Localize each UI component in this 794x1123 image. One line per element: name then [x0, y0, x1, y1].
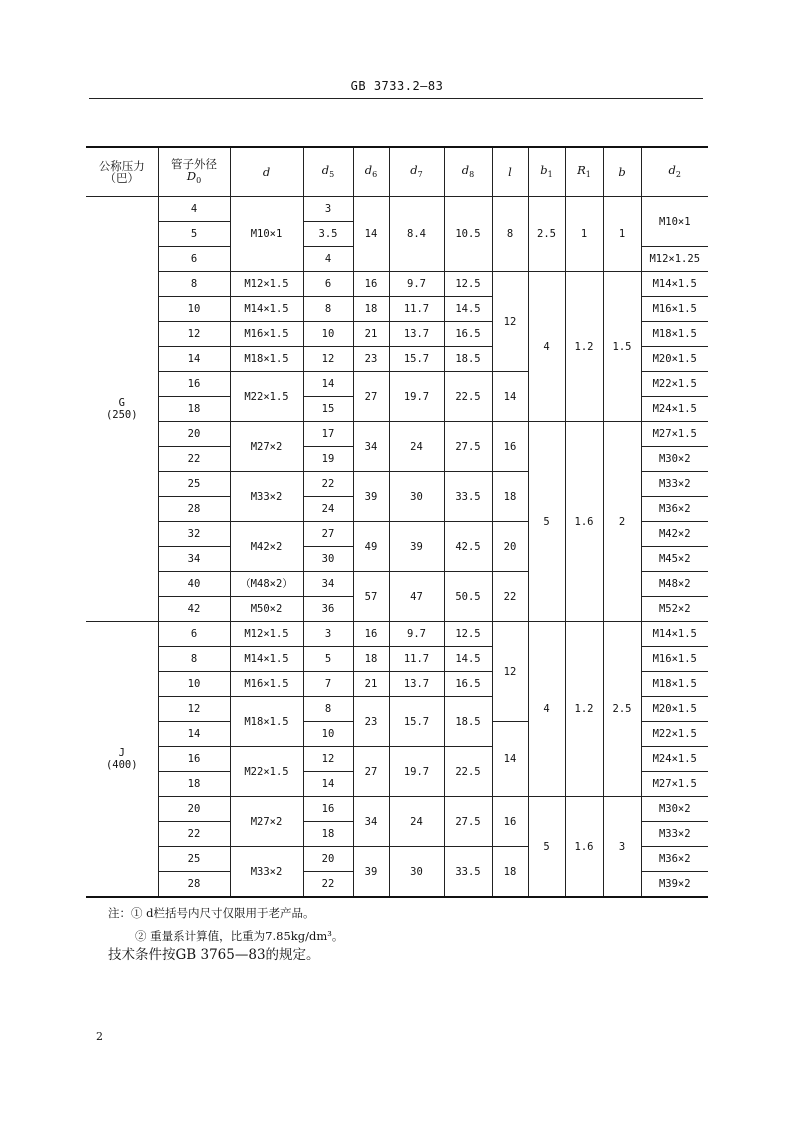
table-row [86, 797, 708, 822]
cell-d5: 34 [303, 572, 353, 597]
cell-d2: M14×1.5 [641, 622, 708, 647]
notes [108, 902, 343, 948]
cell-d2: M33×2 [641, 472, 708, 497]
cell-D0: 18 [158, 397, 230, 422]
cell-D0: 22 [158, 447, 230, 472]
cell-d6: 27 [353, 747, 389, 797]
cell-d6: 21 [353, 672, 389, 697]
cell-d: M18×1.5 [230, 697, 303, 747]
cell-d7: 47 [389, 572, 444, 622]
cell-D0: 22 [158, 822, 230, 847]
cell-b1: 4 [528, 272, 565, 422]
cell-d2: M18×1.5 [641, 672, 708, 697]
cell-d2: M33×2 [641, 822, 708, 847]
cell-d5: 7 [303, 672, 353, 697]
cell-D0: 10 [158, 672, 230, 697]
cell-d2: M20×1.5 [641, 347, 708, 372]
cell-D0: 40 [158, 572, 230, 597]
group-g-label: G (250) [86, 197, 158, 622]
cell-l: 18 [492, 847, 528, 898]
cell-l: 12 [492, 622, 528, 722]
cell-d: M18×1.5 [230, 347, 303, 372]
cell-b1: 5 [528, 422, 565, 622]
technical-conditions: 技术条件按GB 3765—83的规定。 [108, 947, 320, 963]
cell-d2: M48×2 [641, 572, 708, 597]
cell-l: 14 [492, 722, 528, 797]
cell-d8: 22.5 [444, 747, 492, 797]
cell-d5: 15 [303, 397, 353, 422]
header-rule [89, 98, 703, 99]
cell-d8: 42.5 [444, 522, 492, 572]
cell-d6: 16 [353, 622, 389, 647]
cell-d2: M14×1.5 [641, 272, 708, 297]
cell-l: 16 [492, 422, 528, 472]
cell-d5: 3 [303, 197, 353, 222]
cell-D0: 8 [158, 647, 230, 672]
cell-d6: 49 [353, 522, 389, 572]
cell-d5: 3.5 [303, 222, 353, 247]
header-d6: $d_6$ [353, 147, 389, 197]
cell-l: 16 [492, 797, 528, 847]
cell-d5: 8 [303, 297, 353, 322]
cell-d5: 20 [303, 847, 353, 872]
cell-d6: 39 [353, 847, 389, 898]
cell-D0: 10 [158, 297, 230, 322]
cell-b: 1 [603, 197, 641, 272]
cell-D0: 12 [158, 322, 230, 347]
cell-d6: 18 [353, 297, 389, 322]
cell-D0: 20 [158, 797, 230, 822]
cell-d2: M27×1.5 [641, 772, 708, 797]
cell-d8: 10.5 [444, 197, 492, 272]
cell-D0: 34 [158, 547, 230, 572]
table-row [86, 197, 708, 222]
cell-d2: M39×2 [641, 872, 708, 898]
cell-d: M12×1.5 [230, 622, 303, 647]
cell-d2: M30×2 [641, 797, 708, 822]
cell-d: M33×2 [230, 472, 303, 522]
cell-d5: 18 [303, 822, 353, 847]
cell-b: 2 [603, 422, 641, 622]
cell-D0: 5 [158, 222, 230, 247]
cell-D0: 6 [158, 247, 230, 272]
header-row [86, 147, 708, 197]
cell-l: 8 [492, 197, 528, 272]
cell-d8: 50.5 [444, 572, 492, 622]
cell-d7: 13.7 [389, 322, 444, 347]
cell-d2: M27×1.5 [641, 422, 708, 447]
cell-l: 12 [492, 272, 528, 372]
cell-d5: 22 [303, 872, 353, 898]
cell-d2: M42×2 [641, 522, 708, 547]
cell-d2: M45×2 [641, 547, 708, 572]
cell-d2: M16×1.5 [641, 297, 708, 322]
cell-d6: 21 [353, 322, 389, 347]
cell-d2: M22×1.5 [641, 372, 708, 397]
cell-d: M22×1.5 [230, 747, 303, 797]
cell-d5: 10 [303, 322, 353, 347]
cell-d: M16×1.5 [230, 672, 303, 697]
cell-l: 18 [492, 472, 528, 522]
cell-d5: 27 [303, 522, 353, 547]
cell-d5: 4 [303, 247, 353, 272]
cell-d6: 23 [353, 697, 389, 747]
cell-D0: 20 [158, 422, 230, 447]
cell-d6: 27 [353, 372, 389, 422]
cell-D0: 28 [158, 872, 230, 898]
cell-l: 20 [492, 522, 528, 572]
header-pressure: 公称压力 （巴） [86, 147, 158, 197]
cell-R1: 1.2 [565, 622, 603, 797]
cell-D0: 16 [158, 747, 230, 772]
cell-d7: 9.7 [389, 272, 444, 297]
cell-b1: 5 [528, 797, 565, 898]
cell-d8: 14.5 [444, 647, 492, 672]
cell-d8: 27.5 [444, 422, 492, 472]
note-1: 注：① d栏括号内尺寸仅限用于老产品。 [108, 906, 315, 920]
dimension-table [86, 146, 708, 898]
cell-d7: 39 [389, 522, 444, 572]
cell-d6: 34 [353, 422, 389, 472]
cell-D0: 12 [158, 697, 230, 722]
cell-D0: 25 [158, 472, 230, 497]
cell-d7: 30 [389, 847, 444, 898]
cell-d2: M12×1.25 [641, 247, 708, 272]
cell-d5: 22 [303, 472, 353, 497]
cell-d6: 18 [353, 647, 389, 672]
header-outer-diameter: 管子外径 $D_0$ [158, 147, 230, 197]
cell-R1: 1.2 [565, 272, 603, 422]
cell-l: 14 [492, 372, 528, 422]
cell-d7: 15.7 [389, 697, 444, 747]
cell-l: 22 [492, 572, 528, 622]
cell-d2: M22×1.5 [641, 722, 708, 747]
cell-d8: 18.5 [444, 347, 492, 372]
cell-D0: 8 [158, 272, 230, 297]
cell-d: M50×2 [230, 597, 303, 622]
cell-d6: 23 [353, 347, 389, 372]
cell-d: M16×1.5 [230, 322, 303, 347]
cell-d: M33×2 [230, 847, 303, 898]
cell-D0: 42 [158, 597, 230, 622]
cell-d2: M30×2 [641, 447, 708, 472]
cell-d7: 19.7 [389, 747, 444, 797]
header-d: d [230, 147, 303, 197]
header-l: l [492, 147, 528, 197]
document-header: GB 3733.2—83 [350, 79, 444, 93]
cell-d: M42×2 [230, 522, 303, 572]
cell-b1: 2.5 [528, 197, 565, 272]
header-b: b [603, 147, 641, 197]
cell-d: （M48×2） [230, 572, 303, 597]
cell-d6: 16 [353, 272, 389, 297]
cell-d7: 19.7 [389, 372, 444, 422]
cell-d2: M10×1 [641, 197, 708, 247]
cell-d7: 24 [389, 422, 444, 472]
cell-d8: 14.5 [444, 297, 492, 322]
cell-d: M12×1.5 [230, 272, 303, 297]
cell-d7: 24 [389, 797, 444, 847]
cell-d2: M24×1.5 [641, 747, 708, 772]
cell-d5: 14 [303, 772, 353, 797]
cell-d5: 14 [303, 372, 353, 397]
cell-d5: 6 [303, 272, 353, 297]
cell-d8: 22.5 [444, 372, 492, 422]
cell-b: 1.5 [603, 272, 641, 422]
cell-d: M14×1.5 [230, 297, 303, 322]
group-j-label: J (400) [86, 622, 158, 898]
cell-d8: 16.5 [444, 672, 492, 697]
cell-d2: M18×1.5 [641, 322, 708, 347]
cell-d2: M36×2 [641, 497, 708, 522]
cell-d5: 3 [303, 622, 353, 647]
cell-d8: 12.5 [444, 622, 492, 647]
cell-d: M22×1.5 [230, 372, 303, 422]
cell-d: M14×1.5 [230, 647, 303, 672]
table-row [86, 272, 708, 297]
cell-d2: M16×1.5 [641, 647, 708, 672]
table-row [86, 422, 708, 447]
cell-d5: 36 [303, 597, 353, 622]
cell-d7: 30 [389, 472, 444, 522]
cell-d8: 12.5 [444, 272, 492, 297]
cell-d8: 18.5 [444, 697, 492, 747]
cell-R1: 1.6 [565, 797, 603, 898]
cell-d8: 27.5 [444, 797, 492, 847]
cell-d7: 8.4 [389, 197, 444, 272]
header-d7: $d_7$ [389, 147, 444, 197]
cell-d2: M24×1.5 [641, 397, 708, 422]
cell-d5: 30 [303, 547, 353, 572]
cell-d8: 16.5 [444, 322, 492, 347]
cell-d6: 57 [353, 572, 389, 622]
cell-d2: M36×2 [641, 847, 708, 872]
cell-d6: 39 [353, 472, 389, 522]
header-d8: $d_8$ [444, 147, 492, 197]
cell-d5: 19 [303, 447, 353, 472]
header-b1: $b_1$ [528, 147, 565, 197]
cell-d5: 10 [303, 722, 353, 747]
page-number: 2 [96, 1030, 103, 1043]
cell-b: 3 [603, 797, 641, 898]
cell-d: M10×1 [230, 197, 303, 272]
cell-d: M27×2 [230, 422, 303, 472]
cell-d2: M52×2 [641, 597, 708, 622]
cell-D0: 32 [158, 522, 230, 547]
note-2: ② 重量系计算值，比重为7.85kg/dm³。 [135, 929, 344, 943]
cell-d8: 33.5 [444, 847, 492, 898]
cell-d: M27×2 [230, 797, 303, 847]
cell-d7: 11.7 [389, 647, 444, 672]
table-row [86, 622, 708, 647]
cell-D0: 25 [158, 847, 230, 872]
cell-d8: 33.5 [444, 472, 492, 522]
cell-d2: M20×1.5 [641, 697, 708, 722]
cell-d5: 16 [303, 797, 353, 822]
cell-D0: 6 [158, 622, 230, 647]
header-R1: $R_1$ [565, 147, 603, 197]
cell-d7: 13.7 [389, 672, 444, 697]
cell-d5: 12 [303, 747, 353, 772]
cell-D0: 14 [158, 722, 230, 747]
cell-R1: 1 [565, 197, 603, 272]
cell-d6: 14 [353, 197, 389, 272]
cell-d5: 8 [303, 697, 353, 722]
cell-d7: 15.7 [389, 347, 444, 372]
cell-d5: 17 [303, 422, 353, 447]
cell-d7: 9.7 [389, 622, 444, 647]
cell-d5: 5 [303, 647, 353, 672]
cell-b1: 4 [528, 622, 565, 797]
cell-D0: 18 [158, 772, 230, 797]
cell-D0: 16 [158, 372, 230, 397]
cell-d7: 11.7 [389, 297, 444, 322]
cell-D0: 28 [158, 497, 230, 522]
cell-d5: 24 [303, 497, 353, 522]
cell-b: 2.5 [603, 622, 641, 797]
cell-R1: 1.6 [565, 422, 603, 622]
header-d5: $d_5$ [303, 147, 353, 197]
cell-d5: 12 [303, 347, 353, 372]
cell-D0: 14 [158, 347, 230, 372]
header-d2: $d_2$ [641, 147, 708, 197]
cell-D0: 4 [158, 197, 230, 222]
cell-d6: 34 [353, 797, 389, 847]
